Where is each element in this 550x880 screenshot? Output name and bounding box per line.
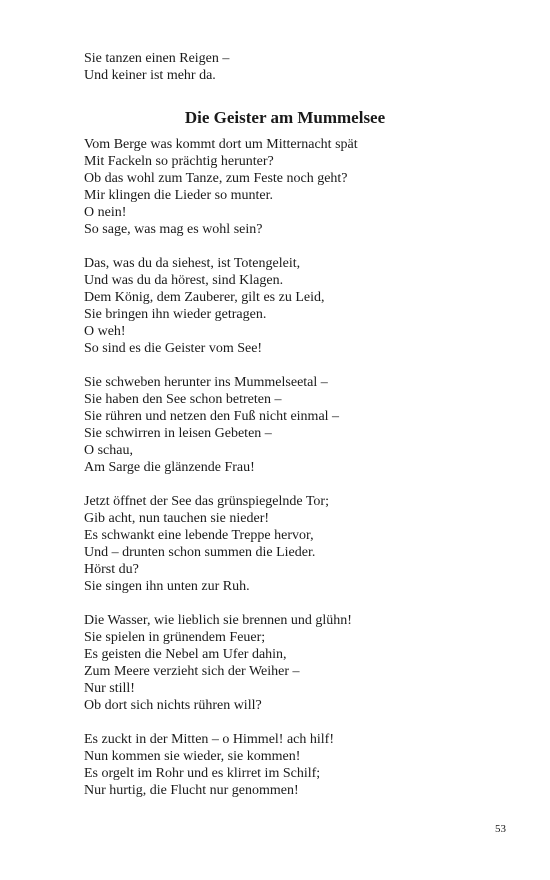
poem-line: Nur hurtig, die Flucht nur genommen!: [84, 783, 299, 798]
poem-line: O schau,: [84, 443, 133, 458]
poem-line: O weh!: [84, 324, 126, 339]
poem-line: Und – drunten schon summen die Lieder.: [84, 545, 316, 560]
stanza-1: [84, 136, 484, 238]
poem-line: Sie rühren und netzen den Fuß nicht einmal –: [84, 409, 340, 424]
poem-line: Sie spielen in grünendem Feuer;: [84, 630, 266, 645]
poem-title: Die Geister am Mummelsee: [184, 108, 386, 127]
poem-line: Hörst du?: [84, 562, 139, 577]
poem-line: Dem König, dem Zauberer, gilt es zu Leid,: [84, 290, 325, 305]
poem-line: Mir klingen die Lieder so munter.: [84, 188, 273, 203]
poem-line: Sie bringen ihn wieder getragen.: [84, 307, 267, 322]
stanza-6: [84, 731, 484, 799]
poem-line: Gib acht, nun tauchen sie nieder!: [84, 511, 270, 526]
poem-line: Es zuckt in der Mitten – o Himmel! ach hilf!: [84, 732, 334, 747]
poem-line: So sind es die Geister vom See!: [84, 341, 263, 356]
poem-line: O nein!: [84, 205, 127, 220]
poem-line: Das, was du da siehest, ist Totengeleit,: [84, 256, 301, 271]
stanza-5: [84, 612, 484, 714]
poem-line: Die Wasser, wie lieblich sie brennen und glühn!: [84, 613, 352, 628]
poem-body: [84, 136, 484, 816]
poem-line: Es orgelt im Rohr und es klirret im Schilf;: [84, 766, 321, 781]
poem-line: Zum Meere verzieht sich der Weiher –: [84, 664, 300, 679]
poem-line: Nun kommen sie wieder, sie kommen!: [84, 749, 301, 764]
poem-line: Sie tanzen einen Reigen –: [84, 51, 230, 66]
stanza-3: [84, 374, 484, 476]
stanza-4: [84, 493, 484, 595]
page-number: 53: [495, 823, 506, 835]
poem-line: Nur still!: [84, 681, 135, 696]
poem-line: Und keiner ist mehr da.: [84, 68, 216, 83]
poem-line: Jetzt öffnet der See das grünspiegelnde Tor;: [84, 494, 329, 509]
poem-line: Sie singen ihn unten zur Ruh.: [84, 579, 250, 594]
poem-line: Ob das wohl zum Tanze, zum Feste noch geht?: [84, 171, 348, 186]
poem-line: So sage, was mag es wohl sein?: [84, 222, 263, 237]
stanza-2: [84, 255, 484, 357]
poem-line: Sie schwirren in leisen Gebeten –: [84, 426, 272, 441]
poem-line: Sie haben den See schon betreten –: [84, 392, 282, 407]
poem-line: Es schwankt eine lebende Treppe hervor,: [84, 528, 314, 543]
poem-line: Mit Fackeln so prächtig herunter?: [84, 154, 274, 169]
poem-line: Am Sarge die glänzende Frau!: [84, 460, 255, 475]
poem-line: Sie schweben herunter ins Mummelseetal –: [84, 375, 328, 390]
poem-line: Vom Berge was kommt dort um Mitternacht spät: [84, 137, 358, 152]
poem-line: Ob dort sich nichts rühren will?: [84, 698, 262, 713]
poem-line: Es geisten die Nebel am Ufer dahin,: [84, 647, 287, 662]
preceding-poem-ending: [84, 50, 484, 84]
poem-line: Und was du da hörest, sind Klagen.: [84, 273, 284, 288]
